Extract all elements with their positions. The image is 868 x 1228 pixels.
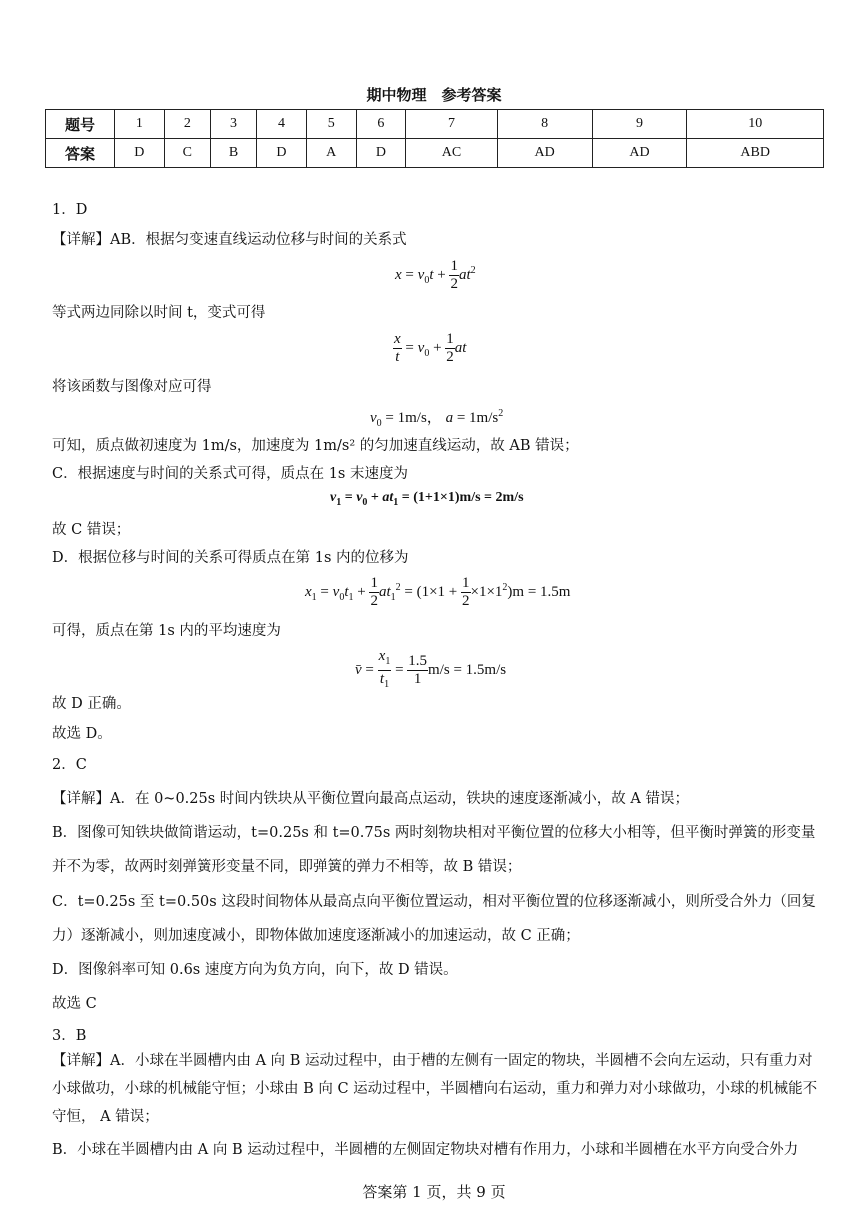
q3-text-line: B．小球在半圆槽内由 A 向 B 运动过程中，半圆槽的左侧固定物块对槽有作用力，小球和半圆槽在水平方向受合外力 — [52, 1142, 799, 1158]
q1-text-line: 可知，质点做初速度为 1m/s，加速度为 1m/s² 的匀加速直线运动，故 AB 错误； — [52, 438, 579, 454]
q1-text-line: 将该函数与图像对应可得 — [52, 379, 212, 395]
table-cell: A — [306, 139, 356, 168]
table-cell: 2 — [164, 110, 210, 139]
q2-text-line: 故选 C — [52, 996, 97, 1012]
table-cell: AD — [592, 139, 687, 168]
table-cell: 6 — [356, 110, 406, 139]
q1-text-line: 故 D 正确。 — [52, 696, 131, 712]
q2-paragraph-c: C．t=0.25s 至 t=0.50s 这段时间物体从最高点向平衡位置运动，相对平衡位置的位移逐渐减小，则所受合外力（回复力）逐渐减小，则加速度减小，即物体做加速度逐渐减小的加速运动，故 C 正确； — [52, 894, 816, 944]
q1-formula-1: $x = v_0t$ + $\frac{1}{2}$ $at^2$ — [395, 258, 476, 292]
page-title: 期中物理 参考答案 — [366, 86, 502, 104]
table-cell: 10 — [687, 110, 824, 139]
q1-text-line: 【详解】AB．根据匀变速直线运动位移与时间的关系式 — [52, 232, 407, 248]
q1-formula-5: $x_1 = v_0t_1$ + $\frac{1}{2}$ $at_1^2 = (1\times 1$ + $\frac{1}{2}$ $\times 1\times 1^2)m = 1.5m$ — [305, 575, 571, 609]
table-cell: 8 — [497, 110, 592, 139]
q2-paragraph-b: B．图像可知铁块做简谐运动，t=0.25s 和 t=0.75s 两时刻物块相对平衡位置的位移大小相等，但平衡时弹簧的形变量并不为零，故两时刻弹簧形变量不同，即弹簧的弹力不相等，故 B 错误； — [52, 825, 816, 875]
q1-text-line: 故选 D。 — [52, 726, 112, 742]
q2-text-line: 【详解】A．在 0~0.25s 时间内铁块从平衡位置向最高点运动，铁块的速度逐渐减小，故 A 错误； — [52, 791, 689, 807]
q1-formula-3: $v_0 = 1m/s$， $a = 1m/s^2$ — [370, 408, 504, 429]
table-cell: AD — [497, 139, 592, 168]
table-cell: 1 — [115, 110, 165, 139]
table-cell: 9 — [592, 110, 687, 139]
table-cell: D — [257, 139, 307, 168]
q2-text-line: D．图像斜率可知 0.6s 速度方向为负方向，向下，故 D 错误。 — [52, 962, 458, 978]
q1-formula-4: $v_1 = v_0 + at_1 = (1+1\times 1)m/s = 2m/s$ — [330, 490, 524, 508]
q1-formula-2: $\frac{x}{t}$ = $v_0$ + $\frac{1}{2}$ at — [394, 331, 467, 365]
table-cell: ABD — [687, 139, 824, 168]
table-cell: D — [356, 139, 406, 168]
page-footer: 答案第 1 页，共 9 页 — [362, 1183, 506, 1201]
q1-text-line: 故 C 错误； — [52, 522, 131, 538]
table-cell: 3 — [210, 110, 256, 139]
q1-text-line: C．根据速度与时间的关系式可得，质点在 1s 末速度为 — [52, 466, 408, 482]
row-label: 题号 — [46, 110, 115, 139]
q1-text-line: D．根据位移与时间的关系可得质点在第 1s 内的位移为 — [52, 550, 409, 566]
table-cell: 5 — [306, 110, 356, 139]
table-cell: D — [115, 139, 165, 168]
table-cell: AC — [406, 139, 497, 168]
question-3-heading: 3．B — [52, 1028, 87, 1044]
table-cell: B — [210, 139, 256, 168]
table-cell: 7 — [406, 110, 497, 139]
table-cell: 4 — [257, 110, 307, 139]
table-cell: C — [164, 139, 210, 168]
q1-formula-6: v̄ = $\frac{x_1}{t_1}$ = $\frac{1.5}{1}$ m/s = 1.5m/s — [355, 648, 507, 690]
answer-row — [46, 139, 824, 168]
q1-text-line: 可得，质点在第 1s 内的平均速度为 — [52, 623, 281, 639]
row-label: 答案 — [46, 139, 115, 168]
question-1-heading: 1．D — [52, 202, 88, 218]
question-2-heading: 2．C — [52, 757, 87, 773]
answer-table — [45, 109, 824, 168]
q1-text-line: 等式两边同除以时间 t，变式可得 — [52, 305, 266, 321]
q3-paragraph-a: 【详解】A．小球在半圆槽内由 A 向 B 运动过程中，由于槽的左侧有一固定的物块，半圆槽不会向左运动，只有重力对小球做功，小球的机械能守恒；小球由 B 向 C 运动过程中，半圆槽向右运动，重力和弹力对小球做功，小球的机械能不守恒， A 错误； — [52, 1053, 818, 1125]
question-number-row — [46, 110, 824, 139]
